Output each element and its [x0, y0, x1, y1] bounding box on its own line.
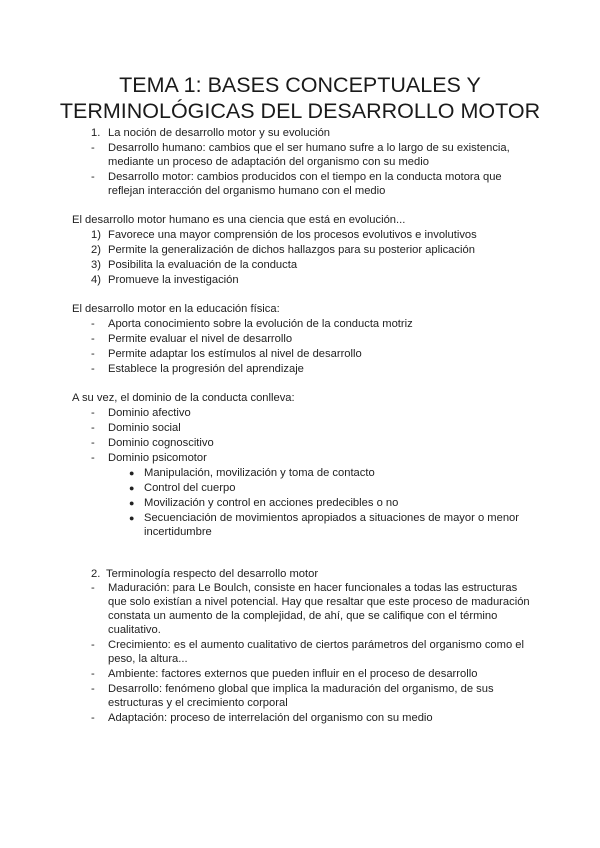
list-item: Dominio psicomotor	[108, 452, 207, 464]
list-item-line: Desarrollo humano: cambios que el ser humano sufre a lo largo de su existencia,	[108, 142, 510, 154]
bullet-icon: ●	[129, 498, 135, 508]
sub-list-item: Control del cuerpo	[144, 482, 236, 494]
list-dash: -	[91, 668, 95, 680]
bullet-icon: ●	[129, 483, 135, 493]
list-item-line: Ambiente: factores externos que pueden influir en el proceso de desarrollo	[108, 668, 478, 680]
list-dash: -	[91, 171, 95, 183]
sub-list-item: incertidumbre	[144, 526, 212, 538]
list-item-line: Crecimiento: es el aumento cualitativo de ciertos parámetros del organismo como el	[108, 639, 524, 651]
list-dash: -	[91, 422, 95, 434]
list-dash: -	[91, 333, 95, 345]
list-item: Establece la progresión del aprendizaje	[108, 363, 304, 375]
list-item: Posibilita la evaluación de la conducta	[108, 259, 298, 271]
list-number: 3)	[91, 259, 101, 271]
paragraph-intro: A su vez, el dominio de la conducta conlleva:	[72, 392, 295, 404]
list-item: Aporta conocimiento sobre la evolución de la conducta motriz	[108, 318, 413, 330]
list-item-line: estructuras y el crecimiento corporal	[108, 697, 288, 709]
list-item: Dominio cognoscitivo	[108, 437, 214, 449]
list-dash: -	[91, 582, 95, 594]
list-item-line: Adaptación: proceso de interrelación del organismo con su medio	[108, 712, 433, 724]
list-number: 2)	[91, 244, 101, 256]
sub-list-item: Manipulación, movilización y toma de contacto	[144, 467, 375, 479]
list-number: 4)	[91, 274, 101, 286]
bullet-icon: ●	[129, 468, 135, 478]
list-item: Favorece una mayor comprensión de los procesos evolutivos e involutivos	[108, 229, 477, 241]
list-item-line: mediante un proceso de adaptación del organismo con su medio	[108, 156, 429, 168]
list-item-line: Desarrollo motor: cambios producidos con el tiempo en la conducta motora que	[108, 171, 502, 183]
list-dash: -	[91, 639, 95, 651]
list-number: 1)	[91, 229, 101, 241]
list-dash: -	[91, 407, 95, 419]
list-item-line: que solo existían a nivel potencial. Hay que resaltar que este proceso de maduración	[108, 596, 530, 608]
list-dash: -	[91, 683, 95, 695]
list-dash: -	[91, 363, 95, 375]
list-dash: -	[91, 318, 95, 330]
bullet-icon: ●	[129, 513, 135, 523]
list-item: Permite evaluar el nivel de desarrollo	[108, 333, 293, 345]
sub-list-item: Secuenciación de movimientos apropiados a situaciones de mayor o menor	[144, 512, 519, 524]
list-item: Dominio afectivo	[108, 407, 191, 419]
section-2-heading: Terminología respecto del desarrollo motor	[106, 568, 319, 580]
list-item-line: constata un aumento de la complejidad, de ahí, que se califique con el término	[108, 610, 498, 622]
list-item: Promueve la investigación	[108, 274, 239, 286]
paragraph-intro: El desarrollo motor humano es una ciencia que está en evolución...	[72, 214, 406, 226]
list-dash: -	[91, 712, 95, 724]
list-item: Permite la generalización de dichos hallazgos para su posterior aplicación	[108, 244, 475, 256]
title-line-2: TERMINOLÓGICAS DEL DESARROLLO MOTOR	[59, 99, 541, 123]
list-dash: -	[91, 142, 95, 154]
section-2-number: 2.	[91, 568, 101, 580]
list-item: Permite adaptar los estímulos al nivel de desarrollo	[108, 348, 362, 360]
list-item-line: peso, la altura...	[108, 653, 188, 665]
sub-list-item: Movilización y control en acciones predecibles o no	[144, 497, 399, 509]
section-1-heading: La noción de desarrollo motor y su evolución	[108, 127, 331, 139]
list-item: Dominio social	[108, 422, 181, 434]
list-dash: -	[91, 437, 95, 449]
paragraph-intro: El desarrollo motor en la educación física:	[72, 303, 280, 315]
list-dash: -	[91, 452, 95, 464]
list-item-line: reflejan interacción del organismo humano con el medio	[108, 185, 386, 197]
title-line-1: TEMA 1: BASES CONCEPTUALES Y	[119, 73, 481, 97]
list-item-line: Maduración: para Le Boulch, consiste en hacer funcionales a todas las estructuras	[108, 582, 518, 594]
list-item-line: Desarrollo: fenómeno global que implica la maduración del organismo, de sus	[108, 683, 494, 695]
list-item-line: cualitativo.	[108, 624, 161, 636]
list-dash: -	[91, 348, 95, 360]
section-1-number: 1.	[91, 127, 101, 139]
